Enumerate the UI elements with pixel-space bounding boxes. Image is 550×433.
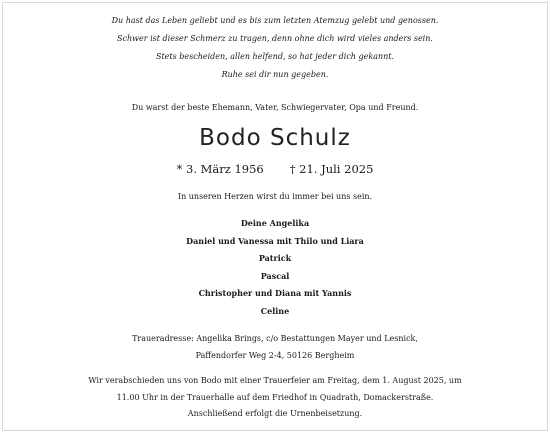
heart-line: In unseren Herzen wirst du immer bei uns sein. (177, 192, 373, 201)
poem-line: Schwer ist dieser Schmerz zu tragen, denn ohne dich wird vieles anders sein. (117, 34, 433, 43)
mourner: Celine (260, 305, 290, 316)
life-dates (0, 161, 550, 177)
death-date: † 21. Juli 2025 (289, 162, 374, 176)
deceased-name: Bodo Schulz (199, 125, 351, 151)
mourner: Deine Angelika (240, 218, 310, 228)
mourner: Patrick (258, 253, 292, 263)
service-info (0, 373, 550, 423)
mourning-address (0, 331, 550, 364)
mourner: Christopher und Diana mit Yannis (198, 288, 352, 298)
mourner: Pascal (260, 270, 290, 281)
service-line: 11.00 Uhr in der Trauerhalle auf dem Friedhof in Quadrath, Domackerstraße. (116, 392, 434, 402)
birth-date: * 3. März 1956 (176, 162, 264, 176)
address-line: Paffendorfer Weg 2-4, 50126 Bergheim (195, 350, 355, 360)
poem-line: Ruhe sei dir nun gegeben. (221, 70, 329, 79)
mourners-list (0, 215, 550, 320)
poem-line: Stets bescheiden, allen helfend, so hat jeder dich gekannt. (155, 52, 395, 61)
poem-line: Du hast das Leben geliebt und es bis zum letzten Atemzug gelebt und genossen. (111, 16, 439, 25)
poem (0, 12, 550, 84)
intro-line: Du warst der beste Ehemann, Vater, Schwiegervater, Opa und Freund. (131, 103, 419, 112)
service-line: Wir verabschieden uns von Bodo mit einer Trauerfeier am Freitag, dem 1. August 2025, um (88, 376, 462, 385)
address-line: Traueradresse: Angelika Brings, c/o Bestattungen Mayer und Lesnick, (132, 334, 418, 343)
service-line: Anschließend erfolgt die Urnenbeisetzung. (187, 409, 363, 418)
mourner: Daniel und Vanessa mit Thilo und Liara (186, 235, 364, 246)
